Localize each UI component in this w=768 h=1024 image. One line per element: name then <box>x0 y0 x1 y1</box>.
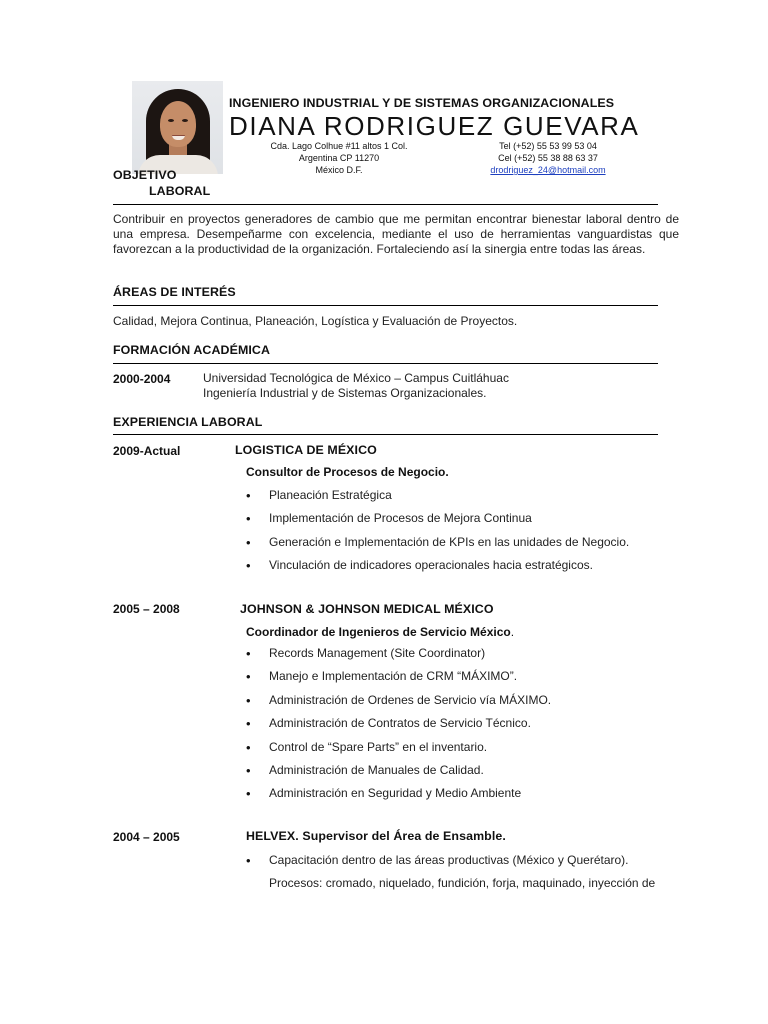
job-years: 2005 – 2008 <box>113 602 180 616</box>
profile-photo <box>132 81 223 174</box>
interests-text: Calidad, Mejora Continua, Planeación, Logística y Evaluación de Proyectos. <box>113 314 518 328</box>
education-school: Universidad Tecnológica de México – Campus Cuitláhuac <box>203 371 509 385</box>
job-company: LOGISTICA DE MÉXICO <box>235 443 377 457</box>
phone-tel: Tel (+52) 55 53 99 53 04 <box>499 141 597 151</box>
education-years: 2000-2004 <box>113 372 171 386</box>
list-item: • Control de “Spare Parts” en el inventario. <box>246 740 551 763</box>
section-divider <box>113 204 658 205</box>
job-role: Consultor de Procesos de Negocio. <box>246 465 449 479</box>
address-line-1: Cda. Lago Colhue #11 altos 1 Col. <box>270 141 408 151</box>
address-line-2: Argentina CP 11270 <box>298 153 380 163</box>
objective-text: Contribuir en proyectos generadores de cambio que me permitan encontrar bienestar laboral dentro de una empresa. Desempeñarme con excelencia, mediante el uso de herramientas vanguardistas que favorezcan a la productividad de la organización. Fortaleciendo así la sinergia entre todas las áreas. <box>113 212 679 256</box>
job-duties-list <box>246 488 629 582</box>
list-item: • Administración en Seguridad y Medio Ambiente <box>246 786 551 809</box>
objective-heading-line-1: OBJETIVO <box>113 168 177 182</box>
list-item: • Vinculación de indicadores operacionales hacia estratégicos. <box>246 558 629 581</box>
address-line-3: México D.F. <box>315 165 363 175</box>
profession-title: INGENIERO INDUSTRIAL Y DE SISTEMAS ORGANIZACIONALES <box>229 96 615 110</box>
list-item: • Records Management (Site Coordinator) <box>246 646 551 669</box>
job-company: HELVEX. Supervisor del Área de Ensamble. <box>246 829 506 843</box>
job-duties-list <box>246 646 551 810</box>
education-heading: FORMACIÓN ACADÉMICA <box>113 343 271 357</box>
phone-cel: Cel (+52) 55 38 88 63 37 <box>498 153 598 163</box>
list-item: • Administración de Manuales de Calidad. <box>246 763 551 786</box>
job-role: Coordinador de Ingenieros de Servicio México. <box>246 625 515 639</box>
job-company: JOHNSON & JOHNSON MEDICAL MÉXICO <box>240 602 494 616</box>
objective-heading-line-2: LABORAL <box>149 184 211 198</box>
list-item: • Generación e Implementación de KPIs en las unidades de Negocio. <box>246 535 629 558</box>
experience-heading: EXPERIENCIA LABORAL <box>113 415 263 429</box>
job-years: 2009-Actual <box>113 444 181 458</box>
section-divider <box>113 305 658 306</box>
list-item: • Planeación Estratégica <box>246 488 629 511</box>
interests-heading: ÁREAS DE INTERÉS <box>113 285 236 299</box>
education-degree: Ingeniería Industrial y de Sistemas Organizacionales. <box>203 386 487 400</box>
email-link[interactable]: drodriguez_24@hotmail.com <box>490 165 606 175</box>
job-years: 2004 – 2005 <box>113 830 180 844</box>
list-item: • Administración de Contratos de Servicio Técnico. <box>246 716 551 739</box>
list-item: • Capacitación dentro de las áreas productivas (México y Querétaro). <box>246 853 629 876</box>
candidate-name: DIANA RODRIGUEZ GUEVARA <box>229 111 640 141</box>
list-item: • Administración de Ordenes de Servicio vía MÁXIMO. <box>246 693 551 716</box>
list-item: • Manejo e Implementación de CRM “MÁXIMO”. <box>246 669 551 692</box>
section-divider <box>113 434 658 435</box>
job-duties-list <box>246 853 629 876</box>
job-duty-continuation: Procesos: cromado, niquelado, fundición, forja, maquinado, inyección de <box>269 876 656 890</box>
section-divider <box>113 363 658 364</box>
list-item: • Implementación de Procesos de Mejora Continua <box>246 511 629 534</box>
